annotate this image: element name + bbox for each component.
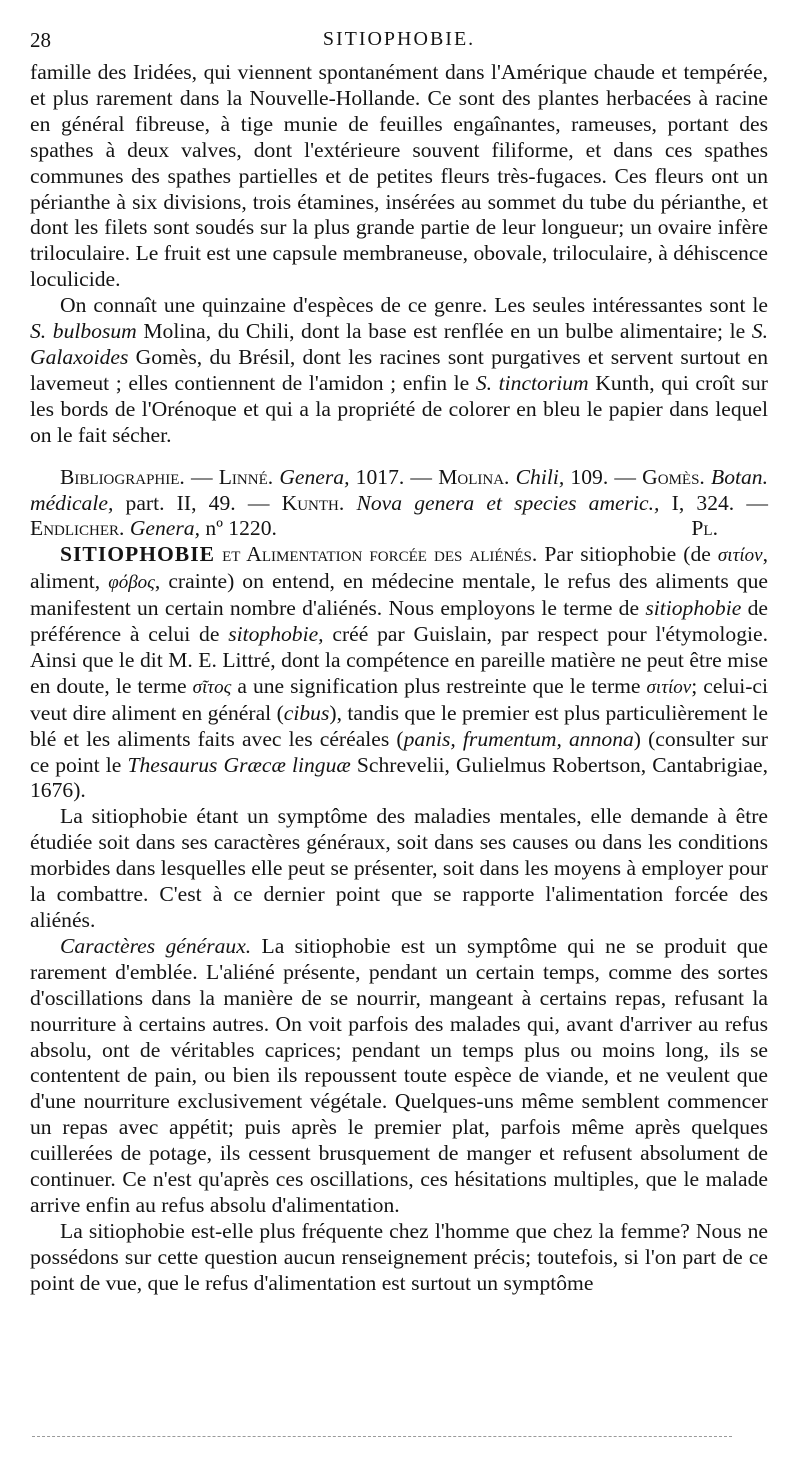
text-run: de préférence à celui de (30, 596, 768, 647)
bib-work: Genera, (129, 516, 200, 541)
bib-ref: I, 324. — (671, 490, 768, 515)
book-title: Thesaurus Græcæ linguæ (127, 752, 351, 777)
page-header (30, 28, 768, 58)
term: sitophobie, (228, 622, 324, 647)
text-run: Kunth, qui croît sur les bords de l'Orénoque et qui a la propriété de colorer en bleu le papier dans lequel on le fait sécher. (30, 370, 768, 447)
bib-author: Endlicher. (30, 516, 125, 541)
bib-ref: 109. — (570, 464, 636, 489)
latin-word: cibus (283, 700, 330, 725)
species-name: S. tinctorium (475, 370, 589, 395)
text-run: , aliment, (30, 542, 768, 594)
bib-author: Gomès. (642, 464, 705, 489)
paragraph-frequency (30, 1219, 768, 1297)
running-title: SITIOPHOBIE. (322, 28, 476, 50)
term: sitiophobie (645, 596, 742, 621)
paragraph-symptom (30, 804, 768, 934)
paragraph-iridees-description (30, 60, 768, 293)
bib-ref: nº 1220. (205, 516, 277, 541)
paragraph-sitiophobie-definition (30, 542, 768, 804)
bib-author: Linné. (218, 464, 274, 489)
text-run: On connaît une quinzaine d'espèces de ce genre. Les seules intéressantes sont le (60, 293, 768, 318)
greek-word: φόβος (108, 572, 155, 594)
paragraph-general-characters (30, 934, 768, 1219)
greek-word: σιτίον (646, 676, 692, 698)
bib-ref: part. II, 49. — (125, 490, 270, 515)
bibliography-label: Bibliographie. (60, 464, 185, 489)
bibliography: Bibliographie. — Linné. Genera, 1017. — Molina. Chili, 109. — Gomès. Botan. médicale, part. II, 49. — Kunth. Nova genera et species americ., I, 324. — Endlicher. Genera, nº 1220. Pl. (30, 464, 768, 541)
author-signature: Pl. (691, 516, 718, 541)
article-headword: SITIOPHOBIE (60, 542, 216, 567)
body-text (30, 60, 768, 1297)
text-run: Schrevelii, Gulielmus Robertson, Cantabrigiae, 1676). (30, 752, 768, 803)
text-run: créé par Guislain, par respect pour l'étymologie. Ainsi que le dit M. E. Littré, dont la compétence en pareille matière ne peut être mise en doute, le terme (30, 622, 768, 698)
footer-rule (32, 1436, 732, 1437)
text-run: famille des Iridées, qui viennent spontanément dans l'Amérique chaude et tempérée, et plus rarement dans la Nouvelle-Hollande. Ce sont des plantes herbacées à racine en général fibreuse, à tige munie de feuilles engaînantes, rameuses, portant des spathes à deux valves, dont l'extérieure souvent filiforme, et dans ces spathes communes des spathes partielles et de petites fleurs très-fugaces. Ces fleurs ont un périanthe à six divisions, trois étamines, insérées au sommet du tube du périanthe, et dont les filets sont soudés sur la plus grande partie de leur longueur; un ovaire infère triloculaire. Le fruit est une capsule membraneuse, obovale, triloculaire, à déhiscence loculicide. (30, 60, 768, 292)
bib-author: Molina. (438, 464, 510, 489)
greek-word: σῖτος (192, 676, 232, 698)
text-run: Molina, du Chili, dont la base est renflée en un bulbe alimentaire; le (136, 319, 752, 344)
bib-work: Genera, (279, 464, 350, 489)
bib-author: Kunth. (281, 490, 345, 515)
text-run: La sitiophobie est un symptôme qui ne se produit que rarement d'emblée. L'aliéné présente, pendant un certain temps, comme des sortes d'oscillations dans la manière de se nourrir, mangeant à certains repas, refusant la nourriture à certains autres. On voit parfois des malades qui, avant d'arriver au refus absolu, ont de véritables caprices; pendant un temps plus ou moins long, ils se contentent de pain, ou bien ils repoussent toute espèce de viande, et ne veulent que d'une nourriture exclusivement végétale. Quelques-uns même semblent commencer un repas avec appétit; puis après le premier plat, parfois même après quelques cuillerées de potage, ils cessent brusquement de manger et refusent absolument de continuer. Ce n'est qu'après ces oscillations, ces hésitations multiples, que le malade arrive enfin au refus absolu d'alimentation. (30, 933, 768, 1217)
text-run: ), tandis que le premier est plus particulièrement le blé et les aliments faits avec les céréales ( (30, 700, 768, 751)
greek-word: σιτίον (717, 545, 763, 567)
page (30, 28, 768, 1297)
bib-ref: 1017. — (355, 464, 433, 489)
text-run: La sitiophobie est-elle plus fréquente chez l'homme que chez la femme? Nous ne possédons sur cette question aucun renseignement précis; toutefois, si l'on part de ce point de vue, que le refus d'alimentation est surtout un symptôme (30, 1218, 768, 1295)
text-run: ) (consulter sur ce point le (30, 726, 768, 777)
text-run: , crainte) on entend, en médecine mentale, le refus des aliments que manifestent un certain nombre d'aliénés. Nous employons le terme de (30, 569, 768, 621)
text-run: Gomès, du Brésil, dont les racines sont purgatives et servent surtout en lavemeut ; elles contiennent de l'amidon ; enfin le (30, 344, 768, 395)
text-run: La sitiophobie étant un symptôme des maladies mentales, elle demande à être étudiée soit dans ses caractères généraux, soit dans ses causes ou dans les conditions morbides dans lesquelles elle peut se présenter, soit dans les moyens à employer pour la combattre. C'est à ce dernier point que se rapporte l'alimentation forcée des aliénés. (30, 804, 768, 932)
bib-work: Nova genera et species americ., (356, 490, 660, 515)
text-run: Par sitiophobie (de (537, 542, 718, 567)
bib-work: Chili, (515, 464, 565, 489)
text-run: ; celui-ci veut dire aliment en général ( (30, 673, 768, 725)
article-subtitle: et Alimentation forcée des aliénés. (222, 542, 538, 567)
species-name: S. bulbosum (30, 319, 137, 344)
subsection-heading: Caractères généraux. (60, 933, 252, 958)
species-name: S. Galaxoides (30, 319, 768, 369)
text-run: a une signification plus restreinte que le terme (231, 673, 647, 698)
bib-work: Botan. médicale, (30, 464, 768, 515)
latin-word: panis, frumentum, annona (403, 726, 634, 751)
page-number: 28 (30, 28, 51, 52)
paragraph-species (30, 293, 768, 448)
